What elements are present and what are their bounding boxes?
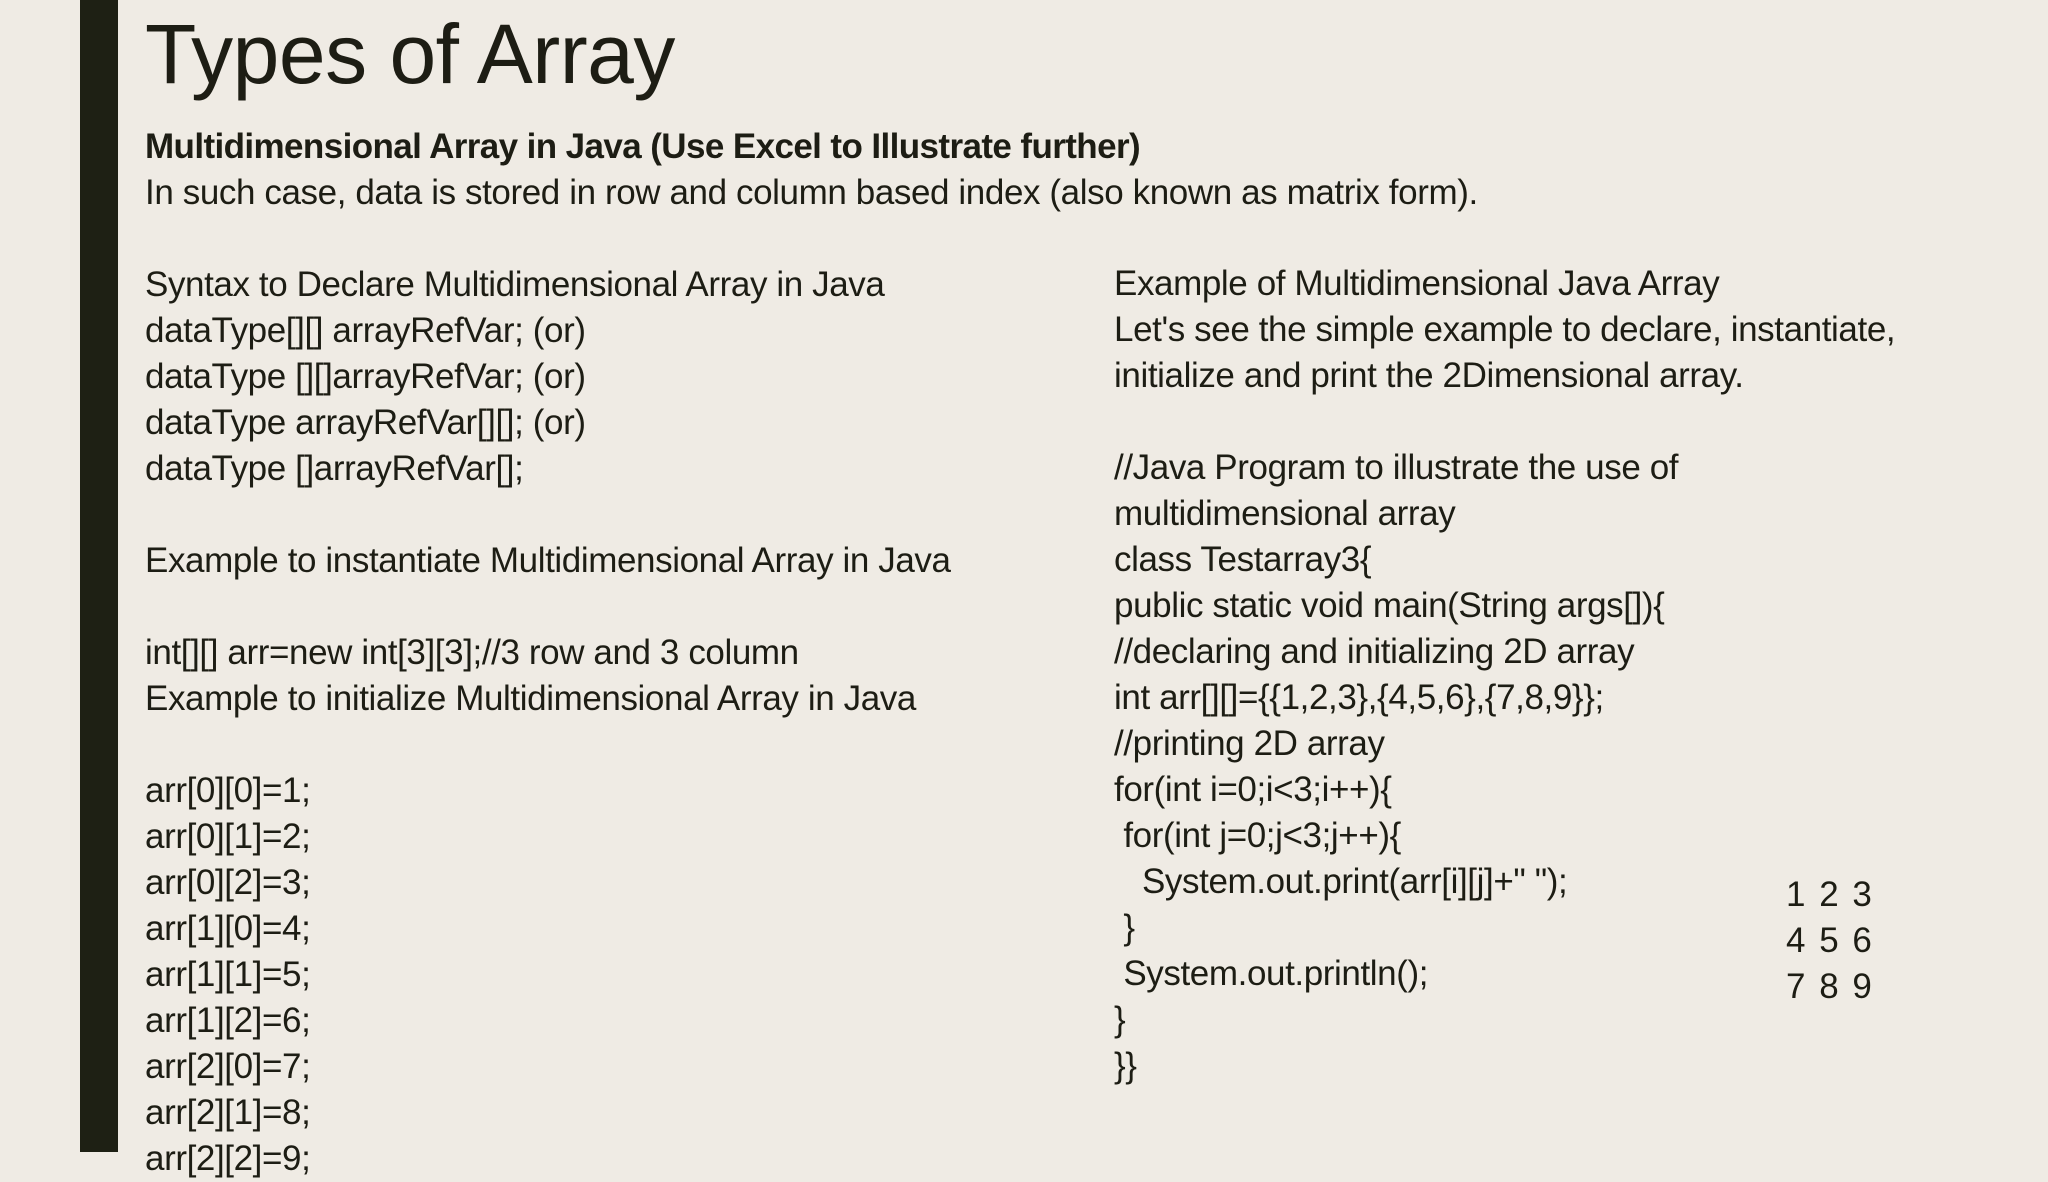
code-line: arr[0][2]=3; [145, 863, 311, 902]
code-line: } [1114, 1000, 1126, 1039]
code-line: //Java Program to illustrate the use of [1114, 448, 1679, 487]
text-line: Example to initialize Multidimensional Array in Java [145, 679, 916, 718]
example-column [1114, 261, 1895, 1089]
text-line: Example of Multidimensional Java Array [1114, 264, 1720, 303]
code-line: } [1114, 908, 1135, 947]
output-row: 1 2 3 [1786, 875, 1874, 914]
code-line: arr[1][0]=4; [145, 909, 311, 948]
code-line: arr[1][2]=6; [145, 1001, 311, 1040]
code-line: arr[2][0]=7; [145, 1047, 311, 1086]
text-line: dataType arrayRefVar[][]; (or) [145, 403, 586, 442]
code-line: }} [1114, 1046, 1137, 1085]
text-line: initialize and print the 2Dimensional array. [1114, 356, 1744, 395]
code-line: for(int j=0;j<3;j++){ [1114, 816, 1401, 855]
text-line: dataType [][]arrayRefVar; (or) [145, 357, 586, 396]
intro-text: In such case, data is stored in row and column based index (also known as matrix form). [145, 173, 1478, 212]
code-line: arr[2][2]=9; [145, 1139, 311, 1178]
code-line: //printing 2D array [1114, 724, 1385, 763]
program-output [1786, 872, 1874, 1010]
code-line: arr[2][1]=8; [145, 1093, 311, 1132]
text-line: Example to instantiate Multidimensional Array in Java [145, 541, 951, 580]
accent-bar [80, 0, 118, 1152]
code-line: class Testarray3{ [1114, 540, 1372, 579]
code-line: int arr[][]={{1,2,3},{4,5,6},{7,8,9}}; [1114, 678, 1604, 717]
syntax-column [145, 262, 951, 1182]
blank-line [1114, 399, 1895, 445]
blank-line [145, 584, 951, 630]
code-line: System.out.print(arr[i][j]+" "); [1114, 862, 1568, 901]
code-line: arr[1][1]=5; [145, 955, 311, 994]
slide-title: Types of Array [145, 7, 675, 101]
code-line: arr[0][0]=1; [145, 771, 311, 810]
text-line: Let's see the simple example to declare, instantiate, [1114, 310, 1896, 349]
code-line: //declaring and initializing 2D array [1114, 632, 1635, 671]
blank-line [145, 722, 951, 768]
code-line: public static void main(String args[]){ [1114, 586, 1665, 625]
code-line: arr[0][1]=2; [145, 817, 311, 856]
code-line: multidimensional array [1114, 494, 1456, 533]
code-line: System.out.println(); [1114, 954, 1429, 993]
slide-subtitle: Multidimensional Array in Java (Use Excel to Illustrate further) [145, 127, 1141, 166]
output-row: 4 5 6 [1786, 921, 1874, 960]
text-line: Syntax to Declare Multidimensional Array in Java [145, 265, 885, 304]
text-line: dataType []arrayRefVar[]; [145, 449, 524, 488]
blank-line [145, 492, 951, 538]
text-line: dataType[][] arrayRefVar; (or) [145, 311, 586, 350]
text-line: int[][] arr=new int[3][3];//3 row and 3 column [145, 633, 799, 672]
code-line: for(int i=0;i<3;i++){ [1114, 770, 1392, 809]
output-row: 7 8 9 [1786, 967, 1874, 1006]
